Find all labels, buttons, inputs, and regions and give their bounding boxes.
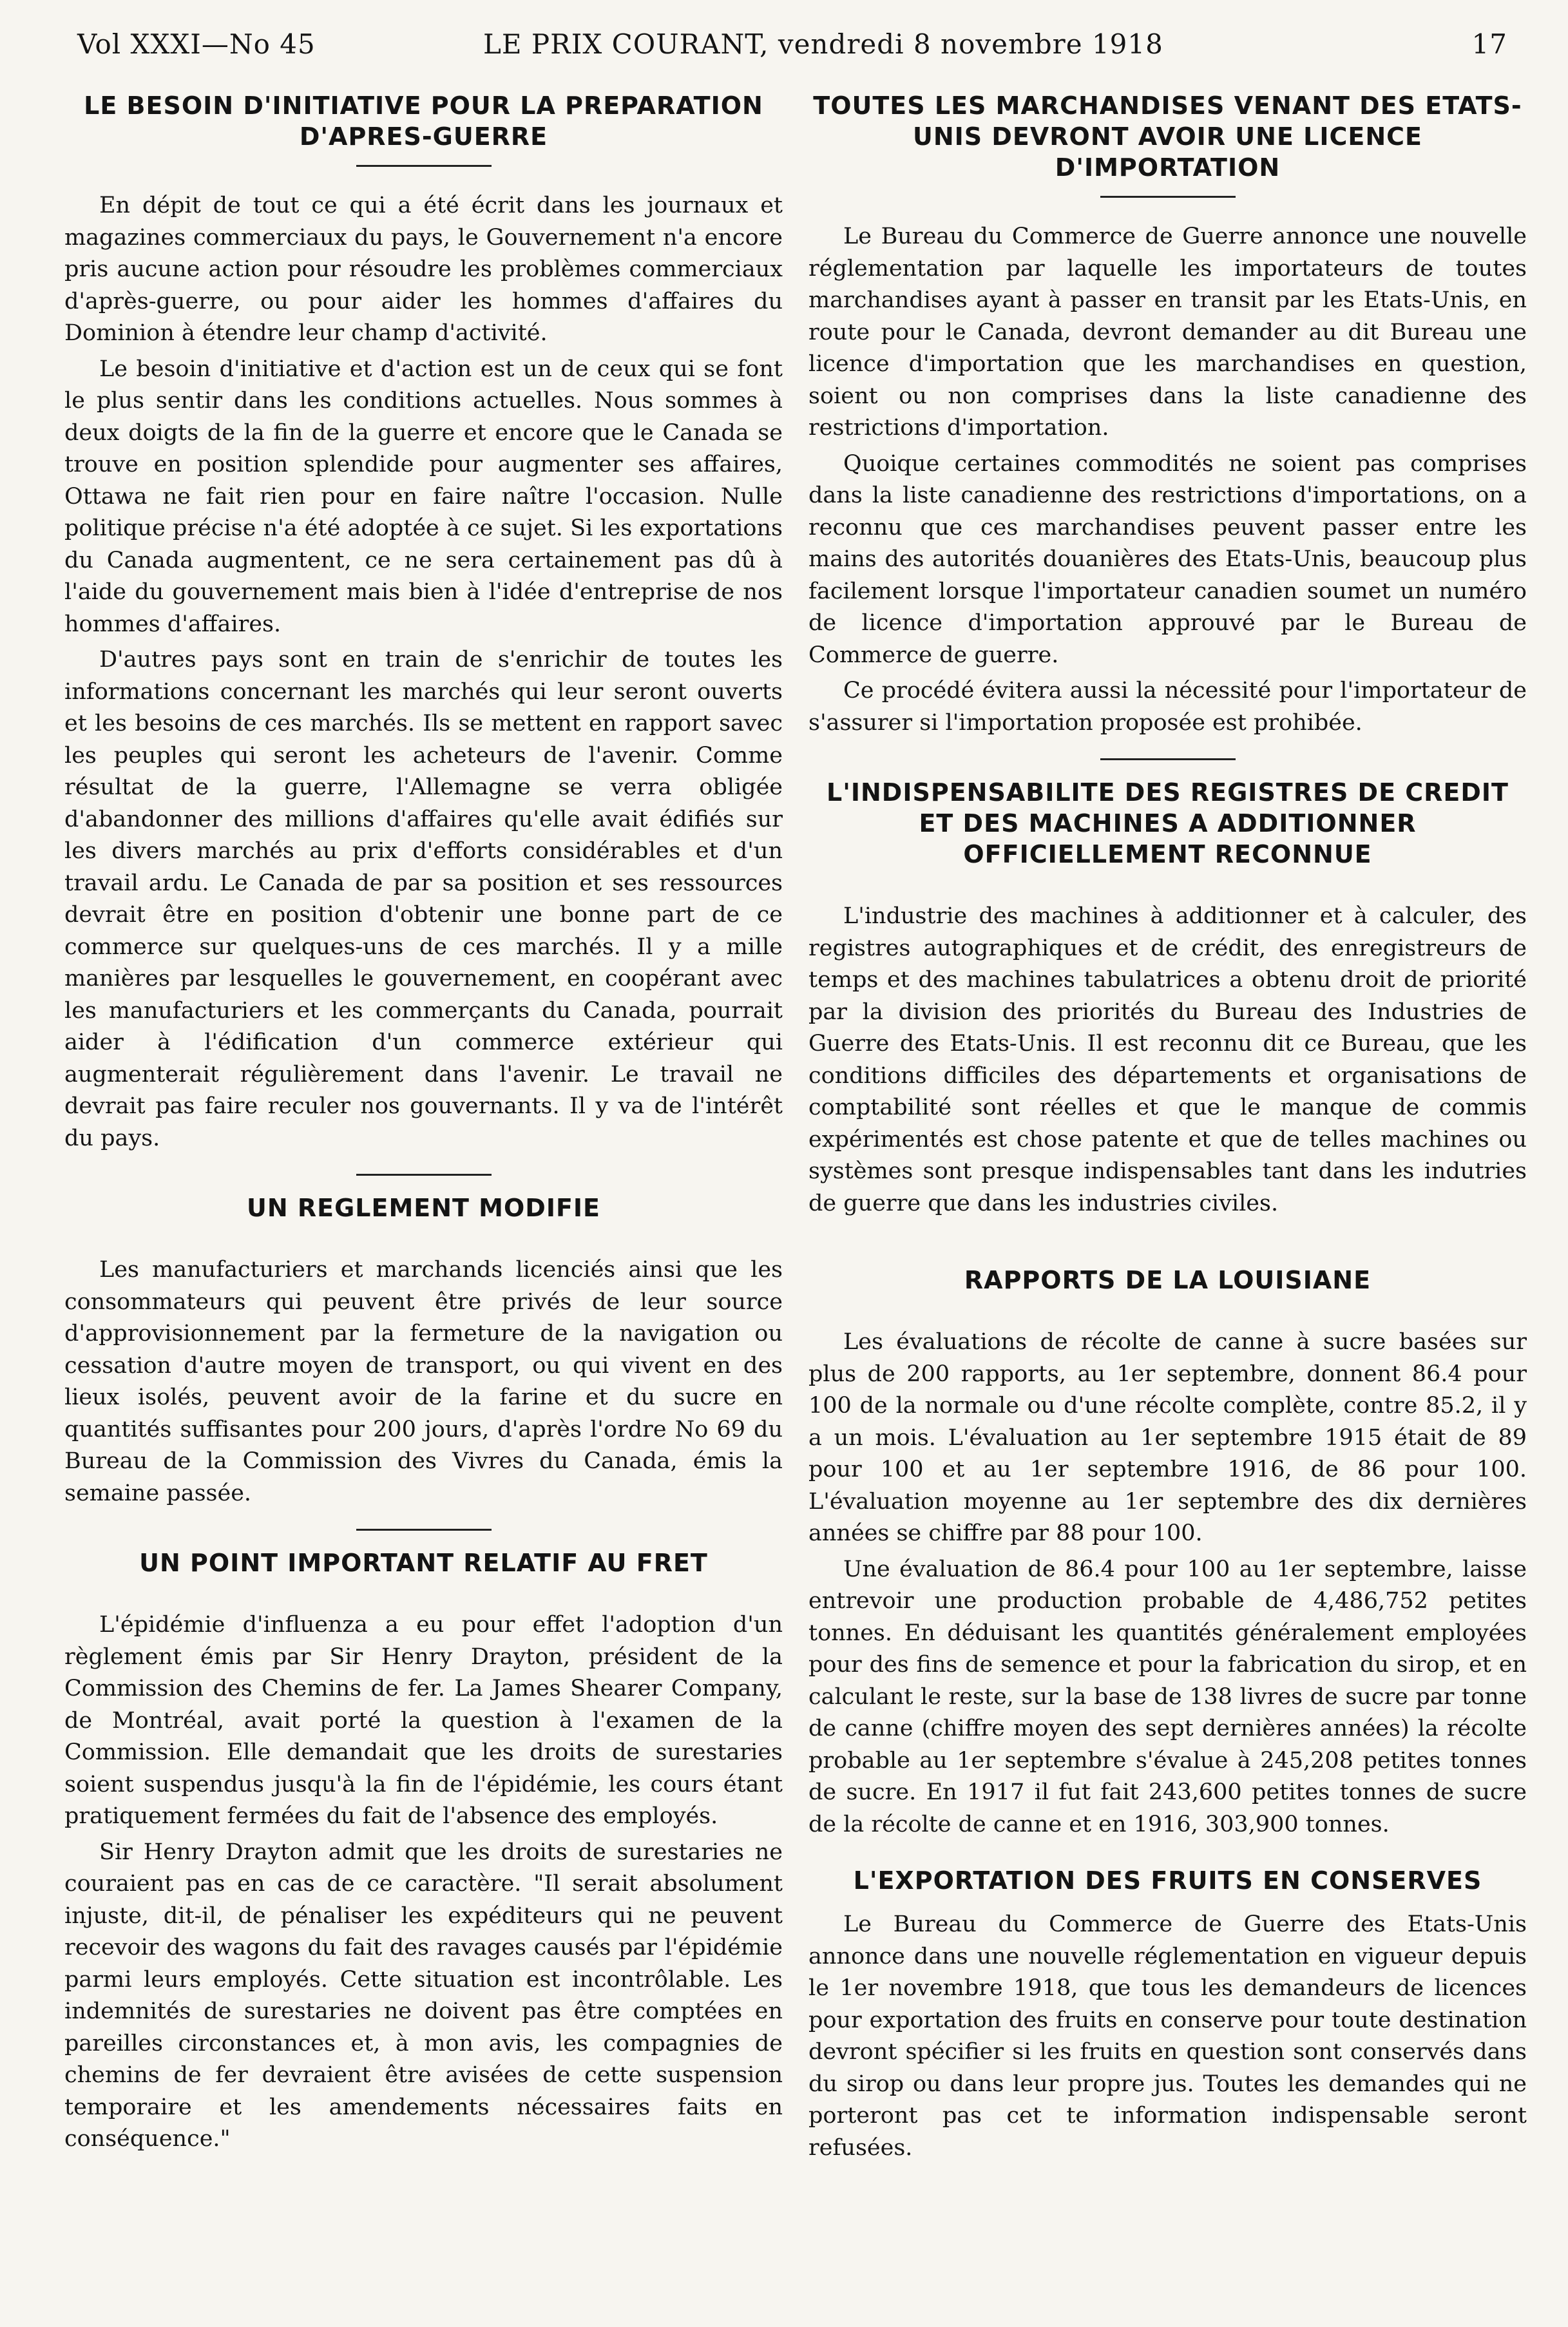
page-number: 17 [1471,28,1507,60]
article-paragraph: Les manufacturiers et marchands licenciés ainsi que les consommateurs qui peuvent être privés de leur source d'approvisionnement par la fermeture de la navigation ou cessation d'autre moyen de transport, ou qui vivent en des lieux isolés, peuvent avoir de la farine et du sucre en quantités suffisantes pour 200 jours, d'après l'ordre No 69 du Bureau de la Commission des Vivres du Canada, émis la semaine passée. [64,1257,783,1506]
article-title: TOUTES LES MARCHANDISES VENANT DES ETATS-UNIS DEVRONT AVOIR UNE LICENCE D'IMPORTATION [813,91,1522,182]
article-paragraph: Sir Henry Drayton admit que les droits de surestaries ne couraient pas en cas de ce caractère. "Il serait absolument injuste, dit-il, de pénaliser les expéditeurs qui ne peuvent recevoir des wagons du fait des ravages causés par l'épidémie parmi leurs employés. Cette situation est incontrôlable. Les indemnités de surestaries ne doivent pas être comptées en pareilles circonstances et, à mon avis, les compagnies de chemins de fer devraient être avisées de cette suspension temporaire et les amendements nécessaires faits en conséquence." [64,1839,783,2152]
article-fret [64,1547,783,2156]
article-paragraph: Les évaluations de récolte de canne à sucre basées sur plus de 200 rapports, au 1er septembre, donnent 86.4 pour 100 de la normale ou d'une récolte complète, contre 85.2, il y a un mois. L'évaluation au 1er septembre 1915 était de 89 pour 100 et au 1er septembre 1916, de 86 pour 100. L'évaluation moyenne au 1er septembre des dix dernières années se chiffre par 88 pour 100. [808,1329,1527,1546]
article-paragraph: L'épidémie d'influenza a eu pour effet l'adoption d'un règlement émis par Sir Henry Drayton, président de la Commission des Chemins de fer. La James Shearer Company, de Montréal, avait porté la question à l'examen de la Commission. Elle demandait que les droits de surestaries soient suspendus jusqu'à la fin de l'épidémie, les cours étant pratiquement fermées du fait de l'absence des employés. [64,1612,783,1829]
article-fruits-conserves [808,1865,1527,2164]
section-separator [356,1174,492,1176]
article-initiative [64,90,783,1154]
article-paragraph: Une évaluation de 86.4 pour 100 au 1er septembre, laisse entrevoir une production probable de 4,486,752 petites tonnes. En déduisant les quantités généralement employées pour des fins de semence et pour la fabrication du sirop, et en calculant le reste, sur la base de 138 livres de sucre par tonne de canne (chiffre moyen des sept dernières années) la récolte probable au 1er septembre s'évalue à 245,208 petites tonnes de sucre. En 1917 il fut fait 243,600 petites tonnes de sucre de la récolte de canne et en 1916, 303,900 tonnes. [808,1556,1527,1837]
right-column [808,90,1527,2170]
left-column [64,90,783,2162]
article-title: L'INDISPENSABILITE DES REGISTRES DE CREDIT ET DES MACHINES A ADDITIONNER OFFICIELLEMENT RECONNUE [827,778,1509,868]
article-registres-credit [808,777,1527,1220]
article-title: RAPPORTS DE LA LOUISIANE [964,1266,1372,1294]
article-title: L'EXPORTATION DES FRUITS EN CONSERVES [853,1866,1482,1895]
title-rule [356,165,492,167]
article-paragraph: Le Bureau du Commerce de Guerre des Etats-Unis annonce dans une nouvelle réglementation en vigueur depuis le 1er novembre 1918, que tous les demandeurs de licences pour exportation des fruits en conserve pour toute destination devront spécifier si les fruits en question sont conservés dans du sirop ou dans leur propre jus. Toutes les demandes qui ne porteront pas cet te information indispensable seront refusées. [808,1911,1527,2161]
article-title: UN POINT IMPORTANT RELATIF AU FRET [139,1549,708,1577]
section-separator [356,1529,492,1531]
title-rule [1100,196,1236,198]
article-louisiane [808,1265,1527,1841]
article-paragraph: D'autres pays sont en train de s'enrichir de toutes les informations concernant les marchés qui leur seront ouverts et les besoins de ces marchés. Ils se mettent en rapport savec les peuples qui seront les acheteurs de l'avenir. Comme résultat de la guerre, l'Allemagne se verra obligée d'abandonner des millions d'affaires qu'elle avait édifiés sur les divers marchés au prix d'efforts considérables et d'un travail ardu. Le Canada de par sa position et ses ressources devrait être en position d'obtenir une bonne part de ce commerce sur quelques-uns de ces marchés. Il y a mille manières par lesquelles le gouvernement, en coopérant avec les manufacturiers et les commerçants du Canada, pourrait aider à l'édification d'un commerce extérieur qui augmenterait régulièrement dans l'avenir. Le travail ne devrait pas faire reculer nos gouvernants. Il y va de l'intérêt du pays. [64,647,783,1151]
section-separator [1100,758,1236,760]
article-reglement [64,1192,783,1509]
article-paragraph: En dépit de tout ce qui a été écrit dans les journaux et magazines commerciaux du pays, le Gouvernement n'a encore pris aucune action pour résoudre les problèmes commerciaux d'après-guerre, ou pour aider les hommes d'affaires du Dominion à étendre leur champ d'activité. [64,193,783,346]
volume-number: Vol XXXI—No 45 [77,28,316,60]
article-paragraph: Ce procédé évitera aussi la nécessité pour l'importateur de s'assurer si l'importation proposée est prohibée. [808,678,1527,736]
article-paragraph: L'industrie des machines à additionner et à calculer, des registres autographiques et de crédit, des enregistreurs de temps et des machines tabulatrices a obtenu droit de priorité par la division des priorités du Bureau des Industries de Guerre des Etats-Unis. Il est reconnu dit ce Bureau, que les conditions difficiles des départements et organisations de comptabilité sont réelles et que le manque de commis expérimentés est chose patente et que de telles machines ou systèmes sont presque indispensables tant dans les indutries de guerre que dans les industries civiles. [808,903,1527,1216]
running-header [77,22,1507,73]
article-licence-importation [808,90,1527,739]
article-title: LE BESOIN D'INITIATIVE POUR LA PREPARATION D'APRES-GUERRE [84,91,763,151]
article-paragraph: Quoique certaines commodités ne soient pas comprises dans la liste canadienne des restrictions d'importations, on a reconnu que ces marchandises peuvent passer entre les mains des autorités douanières des Etats-Unis, beaucoup plus facilement lorsque l'importateur canadien soumet un numéro de licence d'importation approuvé par le Bureau de Commerce de guerre. [808,450,1527,668]
article-paragraph: Le besoin d'initiative et d'action est un de ceux qui se font le plus sentir dans les conditions actuelles. Nous sommes à deux doigts de la fin de la guerre et encore que le Canada se trouve en position splendide pour augmenter ses affaires, Ottawa ne fait rien pour en faire naître l'occasion. Nulle politique précise n'a été adoptée à ce sujet. Si les exportations du Canada augmentent, ce ne sera certainement pas dû à l'aide du gouvernement mais bien à l'idée d'entreprise de nos hommes d'affaires. [64,356,783,637]
article-paragraph: Le Bureau du Commerce de Guerre annonce une nouvelle réglementation par laquelle les importateurs de toutes marchandises ayant à passer en transit par les Etats-Unis, en route pour le Canada, devront demander au dit Bureau une licence d'importation que les marchandises en question, soient ou non comprises dans la liste canadienne des restrictions d'importation. [808,224,1527,441]
article-title: UN REGLEMENT MODIFIE [246,1194,601,1222]
journal-title-date: LE PRIX COURANT, vendredi 8 novembre 1918 [483,28,1163,60]
